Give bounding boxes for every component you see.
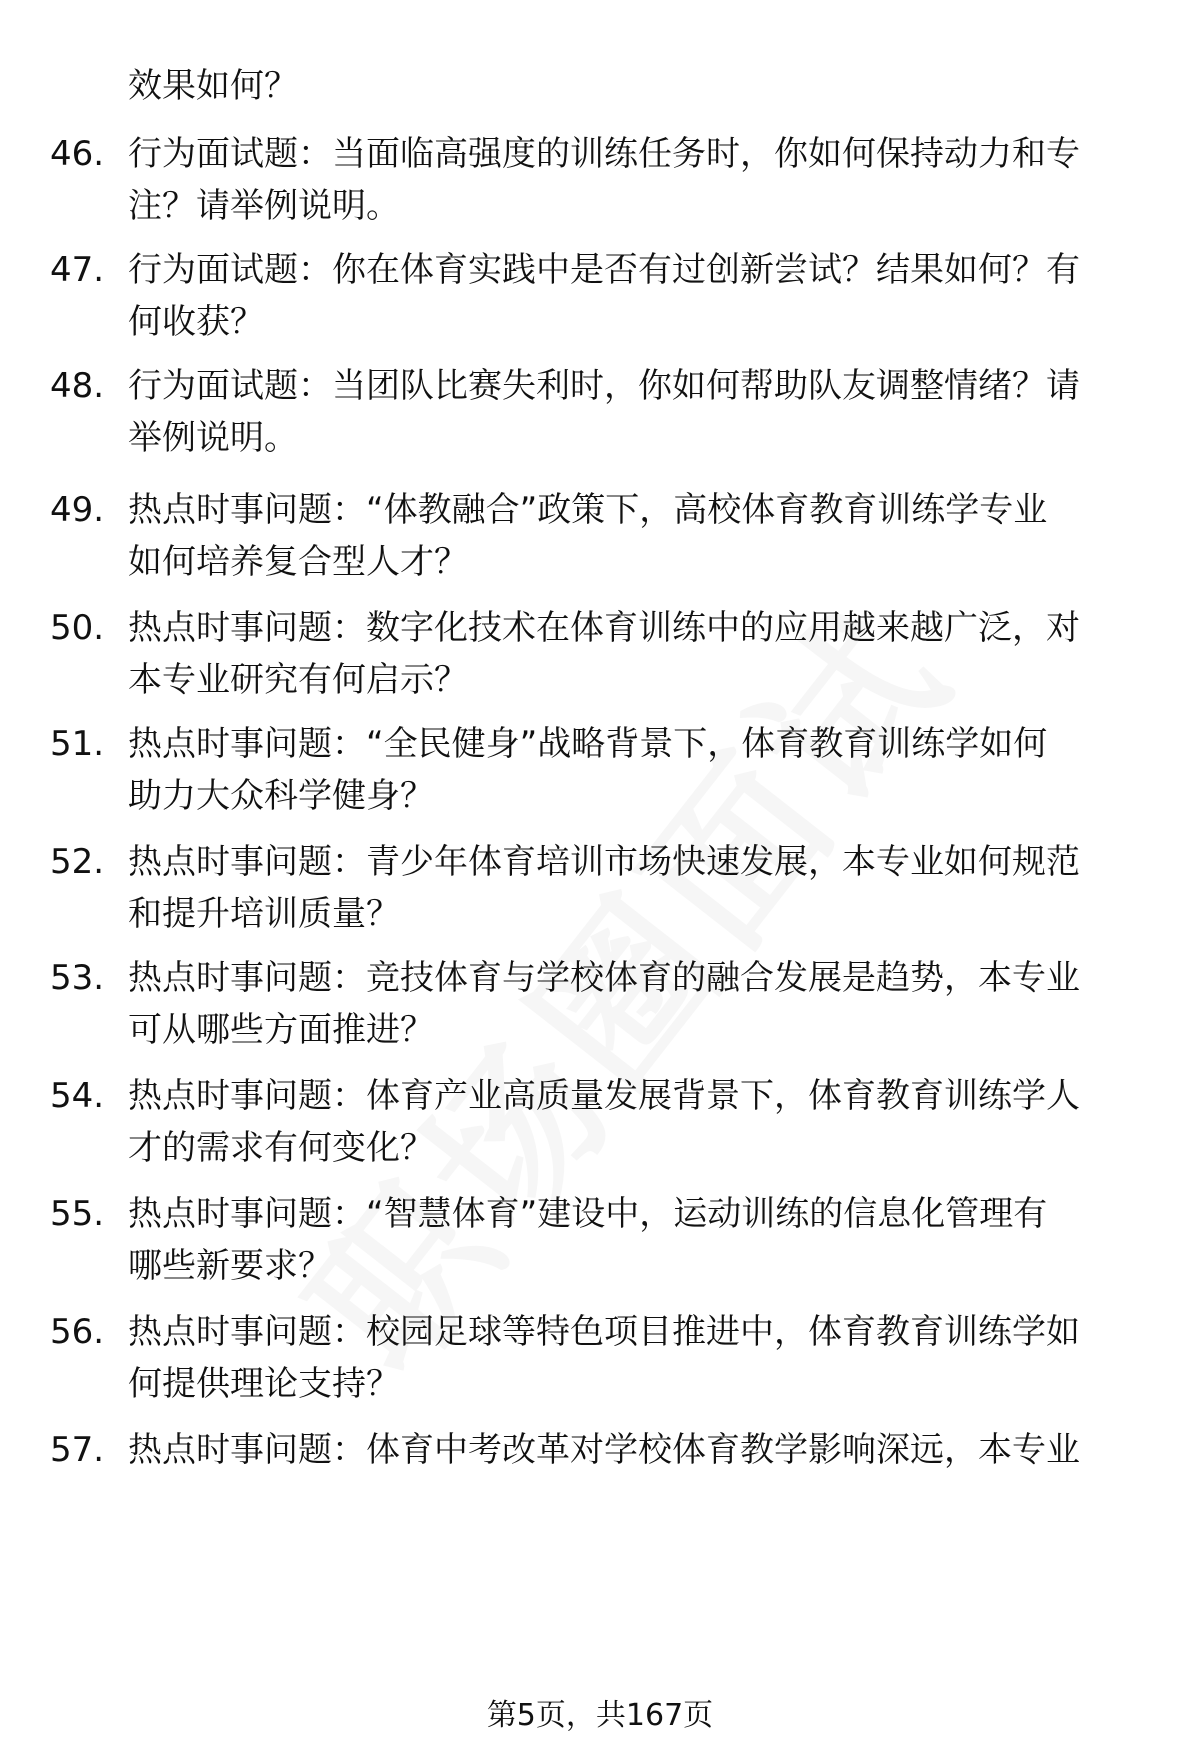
question-number: 48. xyxy=(50,366,105,406)
question-line: 行为面试题：当团队比赛失利时，你如何帮助队友调整情绪？请 xyxy=(128,366,1080,406)
question-line: 热点时事问题：“智慧体育”建设中，运动训练的信息化管理有 xyxy=(128,1194,1048,1234)
question-text xyxy=(128,836,1148,940)
question-line: 本专业研究有何启示？ xyxy=(128,660,468,700)
question-number: 56. xyxy=(50,1312,105,1352)
question-text xyxy=(128,360,1148,464)
question-line: 哪些新要求？ xyxy=(128,1246,332,1286)
question-line: 才的需求有何变化？ xyxy=(128,1128,434,1168)
question-number: 57. xyxy=(50,1430,105,1470)
question-line: 热点时事问题：“全民健身”战略背景下，体育教育训练学如何 xyxy=(128,724,1048,764)
question-line: 热点时事问题：数字化技术在体育训练中的应用越来越广泛，对 xyxy=(128,608,1080,648)
question-number: 51. xyxy=(50,724,105,764)
question-line: 热点时事问题：“体教融合”政策下，高校体育教育训练学专业 xyxy=(128,490,1048,530)
question-text xyxy=(128,602,1148,706)
continuation-text: 效果如何？ xyxy=(128,66,298,106)
question-text xyxy=(128,1188,1148,1292)
question-number: 52. xyxy=(50,842,105,882)
question-line: 热点时事问题：竞技体育与学校体育的融合发展是趋势，本专业 xyxy=(128,958,1080,998)
question-line: 热点时事问题：体育中考改革对学校体育教学影响深远，本专业 xyxy=(128,1430,1080,1470)
question-line: 和提升培训质量？ xyxy=(128,894,400,934)
page-footer: 第5页，共167页 xyxy=(486,1698,714,1733)
question-text xyxy=(128,1424,1148,1476)
question-number: 46. xyxy=(50,134,105,174)
question-line: 行为面试题：当面临高强度的训练任务时，你如何保持动力和专 xyxy=(128,134,1080,174)
question-line: 注？请举例说明。 xyxy=(128,186,400,226)
question-number: 53. xyxy=(50,958,105,998)
question-line: 热点时事问题：青少年体育培训市场快速发展，本专业如何规范 xyxy=(128,842,1080,882)
question-text xyxy=(128,244,1148,348)
question-number: 55. xyxy=(50,1194,105,1234)
question-line: 行为面试题：你在体育实践中是否有过创新尝试？结果如何？有 xyxy=(128,250,1080,290)
question-text xyxy=(128,1070,1148,1174)
question-text xyxy=(128,952,1148,1056)
question-number: 50. xyxy=(50,608,105,648)
question-number: 49. xyxy=(50,490,105,530)
question-number: 54. xyxy=(50,1076,105,1116)
question-number: 47. xyxy=(50,250,105,290)
question-line: 何提供理论支持？ xyxy=(128,1364,400,1404)
question-text xyxy=(128,484,1148,588)
question-text xyxy=(128,1306,1148,1410)
question-line: 可从哪些方面推进？ xyxy=(128,1010,434,1050)
question-line: 助力大众科学健身？ xyxy=(128,776,434,816)
question-line: 热点时事问题：校园足球等特色项目推进中，体育教育训练学如 xyxy=(128,1312,1080,1352)
question-text xyxy=(128,128,1148,232)
question-line: 何收获？ xyxy=(128,302,264,342)
question-line: 热点时事问题：体育产业高质量发展背景下，体育教育训练学人 xyxy=(128,1076,1080,1116)
question-line: 举例说明。 xyxy=(128,418,298,458)
question-line: 如何培养复合型人才？ xyxy=(128,542,468,582)
question-text xyxy=(128,718,1148,822)
